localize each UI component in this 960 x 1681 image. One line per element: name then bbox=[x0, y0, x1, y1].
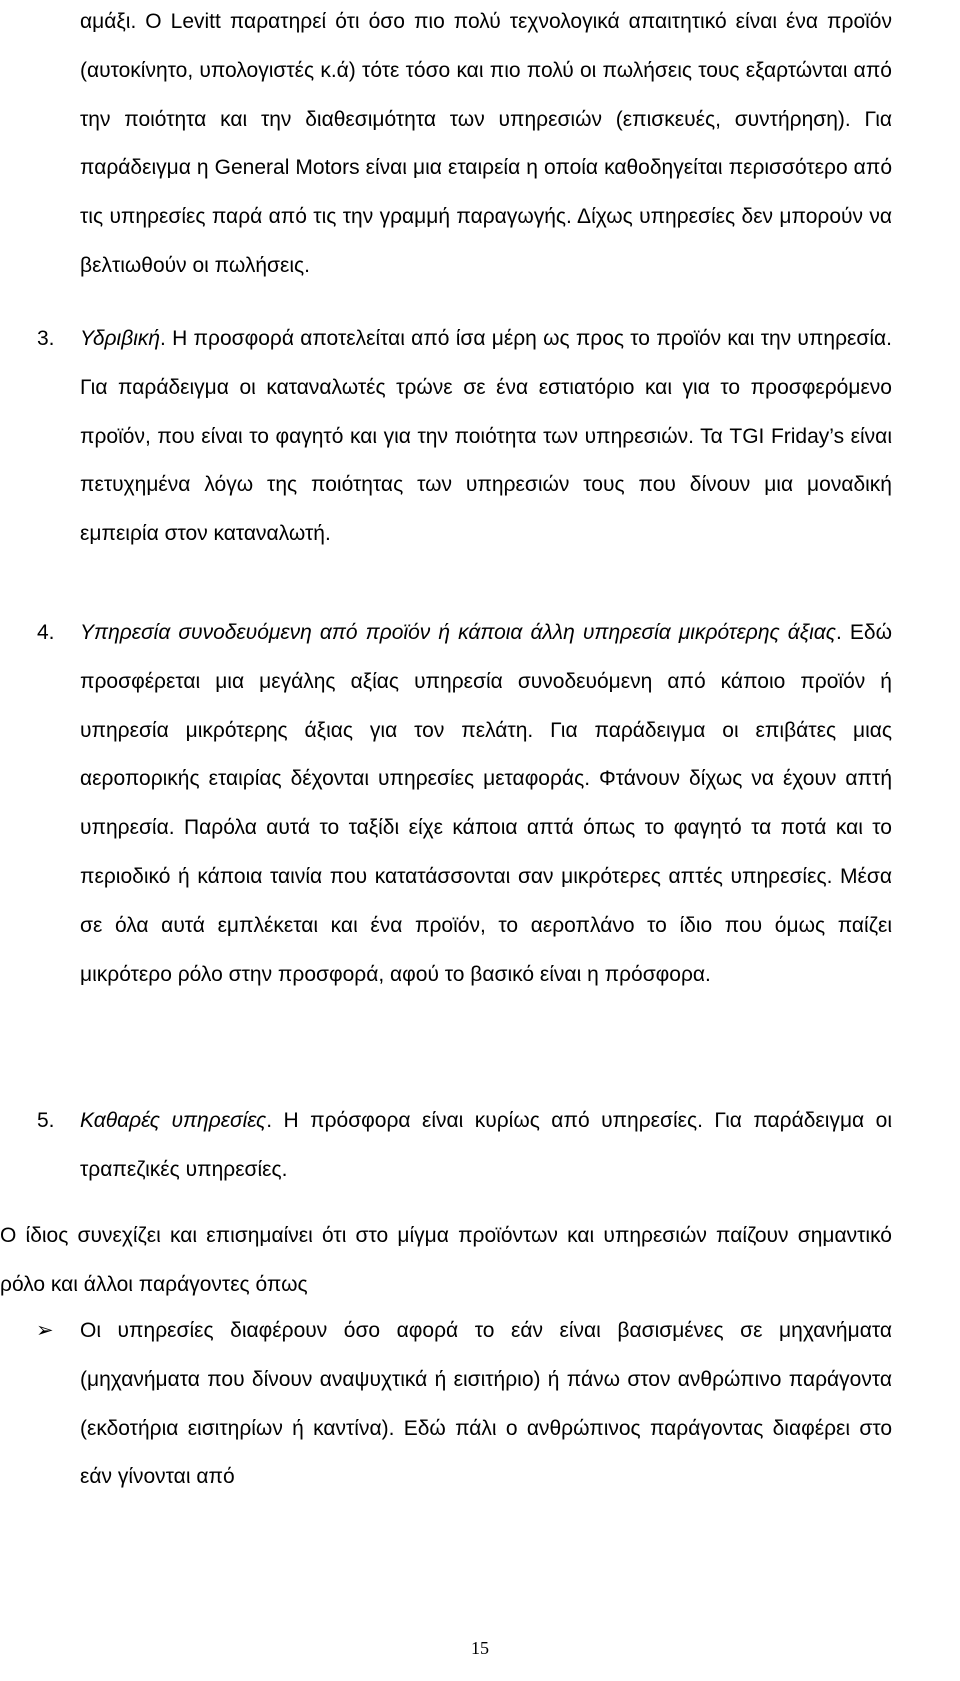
arrow-bullet-icon: ➢ bbox=[36, 1319, 54, 1342]
list-item-4 bbox=[80, 609, 892, 999]
list-item-4-text: . Εδώ προσφέρεται μια μεγάλης αξίας υπηρεσία συνοδευόμενη από κάποιο προϊόν ή υπηρεσία μικρότερης άξιας για τον πελάτη. Για παράδειγμα οι επιβάτες μιας αεροπορικής εταιρίας δέχονται υπηρεσίες μεταφοράς. Φτάνουν δίχως να έχουν απτή υπηρεσία. Παρόλα αυτά το ταξίδι είχε κάποια απτά όπως το φαγητό τα ποτά και το περιοδικό ή κάποια ταινία που κατατάσσονται σαν μικρότερες απτές υπηρεσίες. Μέσα σε όλα αυτά εμπλέκεται και ένα προϊόν, το αεροπλάνο το ίδιο που όμως παίζει μικρότερο ρόλο στην προσφορά, αφού το βασικό είναι η πρόσφορα. bbox=[80, 621, 893, 986]
item-2-continuation: αμάξι. Ο Levitt παρατηρεί ότι όσο πιο πολύ τεχνολογικά απαιτητικό είναι ένα προϊόν (αυτοκίνητο, υπολογιστές κ.ά) τότε τόσο και πιο πολύ οι πωλήσεις τους εξαρτώνται από την ποιότητα και την διαθεσιμότητα των υπηρεσιών (επισκευές, συντήρηση). Για παράδειγμα η General Motors είναι μια εταιρεία η οποία καθοδηγείται περισσότερο από τις υπηρεσίες παρά από τις την γραμμή παραγωγής. Δίχως υπηρεσίες δεν μπορούν να βελτιωθούν οι πωλήσεις. bbox=[80, 10, 892, 277]
list-number-3: 3. bbox=[37, 327, 55, 350]
list-item-5 bbox=[80, 1097, 892, 1195]
list-item-3 bbox=[80, 315, 892, 559]
list-item-3-text: . Η προσφορά αποτελείται από ίσα μέρη ως προς το προϊόν και την υπηρεσία. Για παράδειγμα οι καταναλωτές τρώνε σε ένα εστιατόριο και για το προσφερόμενο προϊόν, που είναι το φαγητό και για την ποιότητα των υπηρεσιών. Τα TGI Friday’s είναι πετυχημένα λόγω της ποιότητας των υπηρεσιών τους που δίνουν μια μοναδική εμπειρία στον καταναλωτή. bbox=[80, 327, 892, 546]
list-item-4-title: Υπηρεσία συνοδευόμενη από προϊόν ή κάποια άλλη υπηρεσία μικρότερης άξιας bbox=[80, 621, 836, 644]
list-number-4: 4. bbox=[37, 621, 55, 644]
bullet-paragraph: Οι υπηρεσίες διαφέρουν όσο αφορά το εάν είναι βασισμένες σε μηχανήματα (μηχανήματα που δίνουν αναψυχτικά ή εισιτήριο) ή πάνω στον ανθρώπινο παράγοντα (εκδοτήρια εισιτηρίων ή καντίνα). Εδώ πάλι ο ανθρώπινος παράγοντας διαφέρει στο εάν γίνονται από bbox=[80, 1319, 892, 1489]
list-number-5: 5. bbox=[37, 1109, 55, 1132]
list-item-5-text: . Η πρόσφορα είναι κυρίως από υπηρεσίες. Για παράδειγμα οι τραπεζικές υπηρεσίες. bbox=[80, 1109, 892, 1181]
intro-paragraph: Ο ίδιος συνεχίζει και επισημαίνει ότι στο μίγμα προϊόντων και υπηρεσιών παίζουν σημαντικό ρόλο και άλλοι παράγοντες όπως bbox=[0, 1224, 892, 1296]
list-item-3-title: Υδριβική bbox=[80, 327, 161, 350]
list-item-5-title: Καθαρές υπηρεσίες bbox=[80, 1109, 267, 1132]
page-number: 15 bbox=[471, 1638, 489, 1658]
